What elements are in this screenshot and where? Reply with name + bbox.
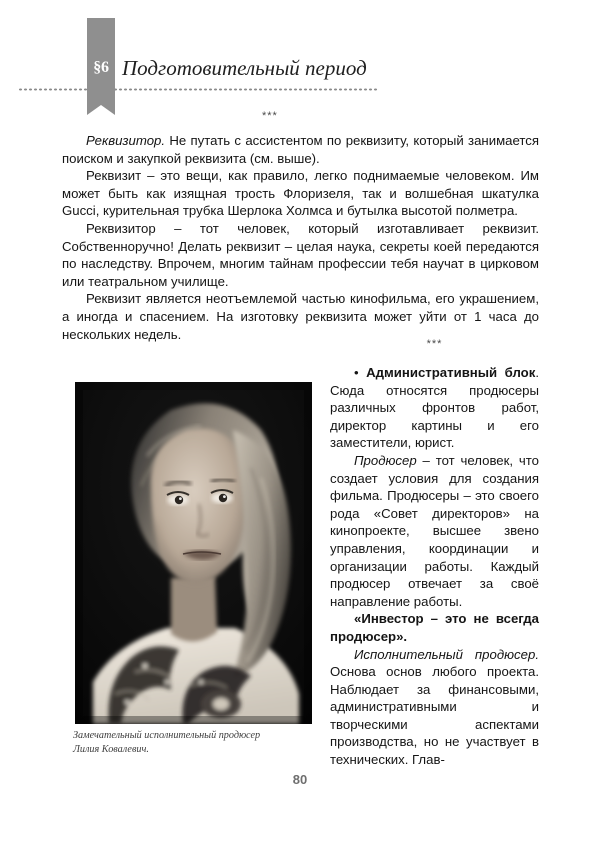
right-text-column — [330, 338, 539, 769]
pullquote-investor: «Инвестор – это не всегда продюсер». — [330, 611, 539, 644]
paragraph-text: Реквизитор – тот человек, который изготавливает реквизит. Собственноручно! Делать реквизит – целая наука, секреты коей передаются по наследству. Впрочем, многим тайнам профессии тебя научат в цирковом или театральном училище. — [62, 220, 539, 289]
paragraph-text: Основа основ любого проекта. Наблюдает за финансовыми, административными и творческими аспектами производства, но не участвует в технических. Глав- — [330, 664, 539, 768]
paragraph-lead-italic: Продюсер — [354, 452, 417, 468]
paragraph-lead-italic: Реквизитор. — [86, 133, 166, 148]
paragraph-text: Не путать с ассистентом по реквизиту, который занимается поиском и закупкой реквизита (см. выше). — [62, 133, 539, 166]
page-number: 80 — [292, 772, 308, 787]
section-number: §6 — [93, 59, 109, 76]
page-header — [0, 0, 600, 120]
paragraph-text: Реквизит является неотъемлемой частью кинофильма, его украшением, а иногда и спасением. На изготовку реквизита может уйти от 1 часа до нескольких недель. — [62, 291, 539, 342]
portrait-photo-image — [75, 382, 312, 724]
portrait-photo — [75, 382, 312, 724]
paragraph-rekvizit-integral-part — [62, 290, 539, 343]
main-text-column — [62, 110, 539, 343]
paragraph-text: Сюда относятся продюсеры различных фронтов работ, директор картины и его заместители, юрист. — [330, 382, 539, 451]
photo-caption-line-1: Замечательный исполнительный продюсер — [73, 730, 261, 741]
paragraph-rekvizitor-maker — [62, 220, 539, 290]
paragraph-administrative-block — [330, 364, 539, 452]
subheading-tail: . — [535, 365, 539, 380]
photo-caption — [73, 729, 313, 757]
paragraph-producer — [330, 452, 539, 610]
paragraph-text: Реквизит – это вещи, как правило, легко поднимаемые человеком. Им может быть как изящная трость Флоризеля, так и волшебная шкатулка Gucci, курительная трубка Шерлока Холмса и бутылка высотой полметра. — [62, 168, 539, 219]
header-dotted-rule — [18, 88, 378, 91]
subheading-administrative-block: Административный блок — [366, 365, 536, 380]
paragraph-rekvizit-things — [62, 167, 539, 220]
paragraph-lead-italic: Исполнительный продюсер. — [354, 646, 539, 662]
paragraph-rekvizitor-definition — [62, 132, 539, 167]
paragraph-text: – тот человек, что создает условия для создания фильма. Продюсеры – это своего рода «Совет директоров» на кинопроекте, высшее звено управления, координации и организации работы. Каждый продюсер отвечает за своё направление работы. — [330, 452, 539, 609]
paragraph-executive-producer — [330, 646, 539, 769]
photo-caption-line-2: Лилия Ковалевич. — [73, 744, 149, 755]
separator-stars-top: *** — [262, 110, 278, 122]
bullet-marker: • — [354, 365, 359, 380]
page-title: Подготовительный период — [122, 56, 367, 80]
separator-stars-mid: *** — [426, 338, 443, 350]
